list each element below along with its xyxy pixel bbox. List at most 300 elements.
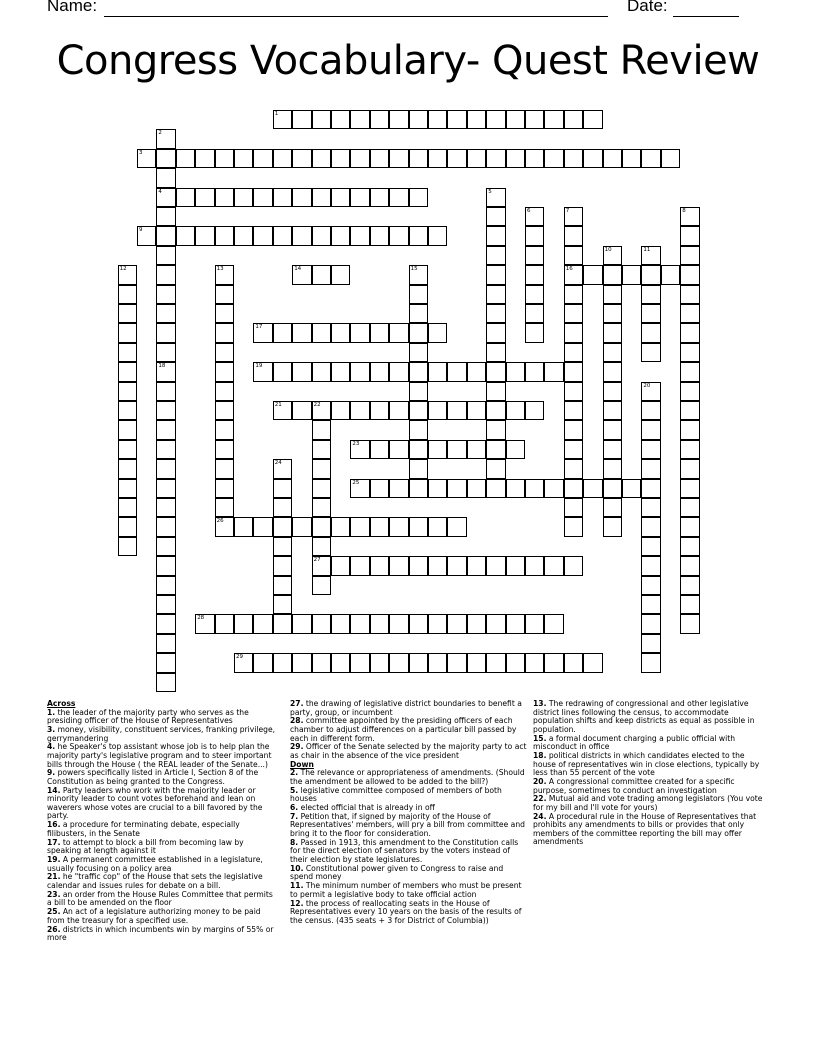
crossword-cell[interactable] xyxy=(506,149,525,168)
crossword-cell[interactable] xyxy=(312,323,331,342)
crossword-cell[interactable] xyxy=(156,614,175,633)
crossword-cell[interactable] xyxy=(215,323,234,342)
crossword-cell[interactable] xyxy=(370,440,389,459)
crossword-cell[interactable] xyxy=(447,362,466,381)
crossword-cell[interactable] xyxy=(641,420,660,439)
crossword-cell[interactable] xyxy=(389,188,408,207)
crossword-cell[interactable] xyxy=(525,556,544,575)
crossword-cell[interactable] xyxy=(641,440,660,459)
crossword-cell[interactable] xyxy=(583,149,602,168)
crossword-cell[interactable] xyxy=(312,110,331,129)
crossword-cell[interactable] xyxy=(409,362,428,381)
crossword-cell[interactable] xyxy=(564,382,583,401)
crossword-cell[interactable] xyxy=(370,362,389,381)
crossword-cell[interactable] xyxy=(195,149,214,168)
crossword-cell[interactable] xyxy=(389,556,408,575)
crossword-cell[interactable] xyxy=(680,614,699,633)
crossword-cell[interactable] xyxy=(564,459,583,478)
crossword-cell[interactable] xyxy=(312,556,331,575)
crossword-cell[interactable] xyxy=(312,401,331,420)
crossword-cell[interactable] xyxy=(118,382,137,401)
crossword-cell[interactable] xyxy=(564,226,583,245)
crossword-cell[interactable] xyxy=(603,401,622,420)
crossword-cell[interactable] xyxy=(389,517,408,536)
crossword-cell[interactable] xyxy=(506,556,525,575)
crossword-cell[interactable] xyxy=(409,285,428,304)
crossword-cell[interactable] xyxy=(312,498,331,517)
crossword-cell[interactable] xyxy=(156,343,175,362)
crossword-cell[interactable] xyxy=(331,556,350,575)
crossword-cell[interactable] xyxy=(641,498,660,517)
crossword-cell[interactable] xyxy=(583,265,602,284)
crossword-cell[interactable] xyxy=(118,401,137,420)
crossword-cell[interactable] xyxy=(641,576,660,595)
crossword-cell[interactable] xyxy=(428,517,447,536)
crossword-cell[interactable] xyxy=(641,401,660,420)
crossword-cell[interactable] xyxy=(156,226,175,245)
crossword-cell[interactable] xyxy=(350,556,369,575)
crossword-cell[interactable] xyxy=(467,479,486,498)
crossword-cell[interactable] xyxy=(215,440,234,459)
crossword-cell[interactable] xyxy=(447,149,466,168)
crossword-cell[interactable] xyxy=(680,595,699,614)
crossword-cell[interactable] xyxy=(525,246,544,265)
crossword-cell[interactable] xyxy=(156,285,175,304)
crossword-cell[interactable] xyxy=(215,614,234,633)
crossword-cell[interactable] xyxy=(564,401,583,420)
crossword-cell[interactable] xyxy=(680,362,699,381)
crossword-cell[interactable] xyxy=(215,188,234,207)
crossword-cell[interactable] xyxy=(292,188,311,207)
crossword-cell[interactable] xyxy=(564,362,583,381)
crossword-cell[interactable] xyxy=(273,110,292,129)
crossword-cell[interactable] xyxy=(680,265,699,284)
crossword-cell[interactable] xyxy=(603,265,622,284)
crossword-cell[interactable] xyxy=(331,110,350,129)
crossword-cell[interactable] xyxy=(583,110,602,129)
crossword-cell[interactable] xyxy=(525,479,544,498)
crossword-cell[interactable] xyxy=(409,382,428,401)
crossword-cell[interactable] xyxy=(253,517,272,536)
crossword-cell[interactable] xyxy=(409,614,428,633)
crossword-cell[interactable] xyxy=(389,614,408,633)
crossword-cell[interactable] xyxy=(428,110,447,129)
crossword-cell[interactable] xyxy=(447,440,466,459)
crossword-cell[interactable] xyxy=(176,188,195,207)
crossword-cell[interactable] xyxy=(486,343,505,362)
crossword-cell[interactable] xyxy=(156,168,175,187)
crossword-cell[interactable] xyxy=(370,149,389,168)
crossword-cell[interactable] xyxy=(564,440,583,459)
crossword-cell[interactable] xyxy=(409,517,428,536)
crossword-cell[interactable] xyxy=(312,459,331,478)
crossword-cell[interactable] xyxy=(486,440,505,459)
crossword-cell[interactable] xyxy=(215,149,234,168)
crossword-cell[interactable] xyxy=(622,265,641,284)
crossword-cell[interactable] xyxy=(273,362,292,381)
crossword-cell[interactable] xyxy=(253,226,272,245)
crossword-cell[interactable] xyxy=(564,246,583,265)
crossword-cell[interactable] xyxy=(292,401,311,420)
crossword-cell[interactable] xyxy=(603,246,622,265)
crossword-cell[interactable] xyxy=(312,362,331,381)
crossword-cell[interactable] xyxy=(680,401,699,420)
crossword-cell[interactable] xyxy=(467,362,486,381)
crossword-cell[interactable] xyxy=(525,207,544,226)
crossword-cell[interactable] xyxy=(370,517,389,536)
crossword-cell[interactable] xyxy=(273,614,292,633)
crossword-cell[interactable] xyxy=(409,304,428,323)
crossword-cell[interactable] xyxy=(215,498,234,517)
crossword-cell[interactable] xyxy=(525,149,544,168)
crossword-cell[interactable] xyxy=(253,149,272,168)
crossword-cell[interactable] xyxy=(603,285,622,304)
crossword-cell[interactable] xyxy=(525,362,544,381)
crossword-cell[interactable] xyxy=(486,614,505,633)
crossword-cell[interactable] xyxy=(486,382,505,401)
crossword-cell[interactable] xyxy=(156,246,175,265)
crossword-cell[interactable] xyxy=(292,614,311,633)
crossword-cell[interactable] xyxy=(641,479,660,498)
crossword-cell[interactable] xyxy=(603,479,622,498)
crossword-cell[interactable] xyxy=(409,265,428,284)
crossword-cell[interactable] xyxy=(273,556,292,575)
crossword-cell[interactable] xyxy=(118,265,137,284)
crossword-cell[interactable] xyxy=(156,634,175,653)
crossword-cell[interactable] xyxy=(156,576,175,595)
crossword-cell[interactable] xyxy=(680,498,699,517)
crossword-cell[interactable] xyxy=(641,614,660,633)
crossword-cell[interactable] xyxy=(292,362,311,381)
crossword-cell[interactable] xyxy=(486,556,505,575)
crossword-cell[interactable] xyxy=(370,653,389,672)
crossword-cell[interactable] xyxy=(273,323,292,342)
crossword-cell[interactable] xyxy=(273,498,292,517)
crossword-cell[interactable] xyxy=(661,149,680,168)
crossword-cell[interactable] xyxy=(409,149,428,168)
crossword-cell[interactable] xyxy=(680,440,699,459)
crossword-cell[interactable] xyxy=(486,362,505,381)
crossword-cell[interactable] xyxy=(564,265,583,284)
crossword-cell[interactable] xyxy=(350,653,369,672)
crossword-cell[interactable] xyxy=(273,149,292,168)
crossword-cell[interactable] xyxy=(486,304,505,323)
crossword-cell[interactable] xyxy=(486,420,505,439)
crossword-cell[interactable] xyxy=(156,479,175,498)
crossword-cell[interactable] xyxy=(312,653,331,672)
crossword-cell[interactable] xyxy=(331,517,350,536)
crossword-cell[interactable] xyxy=(641,556,660,575)
crossword-cell[interactable] xyxy=(331,653,350,672)
crossword-cell[interactable] xyxy=(215,265,234,284)
crossword-cell[interactable] xyxy=(409,401,428,420)
crossword-cell[interactable] xyxy=(447,653,466,672)
crossword-cell[interactable] xyxy=(118,343,137,362)
crossword-cell[interactable] xyxy=(156,595,175,614)
crossword-cell[interactable] xyxy=(350,226,369,245)
crossword-cell[interactable] xyxy=(583,479,602,498)
crossword-cell[interactable] xyxy=(215,362,234,381)
crossword-cell[interactable] xyxy=(156,440,175,459)
crossword-cell[interactable] xyxy=(428,362,447,381)
crossword-cell[interactable] xyxy=(118,420,137,439)
crossword-cell[interactable] xyxy=(409,188,428,207)
crossword-cell[interactable] xyxy=(350,479,369,498)
crossword-cell[interactable] xyxy=(156,382,175,401)
crossword-cell[interactable] xyxy=(253,323,272,342)
crossword-cell[interactable] xyxy=(234,226,253,245)
crossword-cell[interactable] xyxy=(525,614,544,633)
crossword-cell[interactable] xyxy=(525,653,544,672)
crossword-cell[interactable] xyxy=(564,479,583,498)
crossword-cell[interactable] xyxy=(564,304,583,323)
crossword-cell[interactable] xyxy=(273,595,292,614)
crossword-cell[interactable] xyxy=(428,226,447,245)
crossword-cell[interactable] xyxy=(156,401,175,420)
crossword-cell[interactable] xyxy=(312,265,331,284)
crossword-cell[interactable] xyxy=(641,246,660,265)
crossword-cell[interactable] xyxy=(428,653,447,672)
crossword-cell[interactable] xyxy=(544,362,563,381)
crossword-cell[interactable] xyxy=(312,517,331,536)
crossword-cell[interactable] xyxy=(409,556,428,575)
crossword-cell[interactable] xyxy=(273,537,292,556)
crossword-cell[interactable] xyxy=(428,556,447,575)
crossword-cell[interactable] xyxy=(253,362,272,381)
crossword-cell[interactable] xyxy=(544,614,563,633)
crossword-cell[interactable] xyxy=(544,653,563,672)
crossword-cell[interactable] xyxy=(215,459,234,478)
crossword-cell[interactable] xyxy=(525,226,544,245)
crossword-cell[interactable] xyxy=(506,614,525,633)
crossword-cell[interactable] xyxy=(641,323,660,342)
crossword-cell[interactable] xyxy=(467,556,486,575)
crossword-cell[interactable] xyxy=(312,149,331,168)
crossword-cell[interactable] xyxy=(506,401,525,420)
crossword-cell[interactable] xyxy=(331,401,350,420)
crossword-cell[interactable] xyxy=(661,265,680,284)
crossword-cell[interactable] xyxy=(331,323,350,342)
crossword-cell[interactable] xyxy=(389,323,408,342)
crossword-cell[interactable] xyxy=(486,285,505,304)
crossword-cell[interactable] xyxy=(370,188,389,207)
crossword-cell[interactable] xyxy=(118,304,137,323)
crossword-cell[interactable] xyxy=(486,479,505,498)
crossword-cell[interactable] xyxy=(156,207,175,226)
crossword-cell[interactable] xyxy=(156,556,175,575)
crossword-cell[interactable] xyxy=(156,420,175,439)
crossword-cell[interactable] xyxy=(156,537,175,556)
crossword-cell[interactable] xyxy=(506,440,525,459)
crossword-cell[interactable] xyxy=(292,226,311,245)
crossword-cell[interactable] xyxy=(156,517,175,536)
crossword-cell[interactable] xyxy=(428,149,447,168)
crossword-cell[interactable] xyxy=(370,226,389,245)
crossword-cell[interactable] xyxy=(564,285,583,304)
crossword-cell[interactable] xyxy=(486,188,505,207)
crossword-cell[interactable] xyxy=(680,517,699,536)
crossword-cell[interactable] xyxy=(215,517,234,536)
crossword-cell[interactable] xyxy=(195,614,214,633)
crossword-cell[interactable] xyxy=(350,323,369,342)
crossword-cell[interactable] xyxy=(525,323,544,342)
crossword-cell[interactable] xyxy=(641,517,660,536)
crossword-cell[interactable] xyxy=(234,517,253,536)
crossword-cell[interactable] xyxy=(564,110,583,129)
crossword-cell[interactable] xyxy=(564,498,583,517)
crossword-cell[interactable] xyxy=(486,653,505,672)
crossword-cell[interactable] xyxy=(370,479,389,498)
crossword-cell[interactable] xyxy=(273,576,292,595)
crossword-cell[interactable] xyxy=(195,188,214,207)
crossword-cell[interactable] xyxy=(156,129,175,148)
crossword-cell[interactable] xyxy=(680,459,699,478)
crossword-cell[interactable] xyxy=(544,556,563,575)
crossword-cell[interactable] xyxy=(273,653,292,672)
crossword-cell[interactable] xyxy=(447,556,466,575)
crossword-cell[interactable] xyxy=(641,537,660,556)
crossword-cell[interactable] xyxy=(350,401,369,420)
crossword-cell[interactable] xyxy=(215,479,234,498)
crossword-cell[interactable] xyxy=(370,556,389,575)
crossword-cell[interactable] xyxy=(680,323,699,342)
crossword-cell[interactable] xyxy=(118,517,137,536)
crossword-cell[interactable] xyxy=(234,149,253,168)
crossword-cell[interactable] xyxy=(292,110,311,129)
crossword-cell[interactable] xyxy=(350,149,369,168)
crossword-cell[interactable] xyxy=(428,323,447,342)
crossword-cell[interactable] xyxy=(118,459,137,478)
crossword-cell[interactable] xyxy=(486,226,505,245)
crossword-cell[interactable] xyxy=(447,479,466,498)
crossword-cell[interactable] xyxy=(680,285,699,304)
crossword-cell[interactable] xyxy=(641,653,660,672)
crossword-cell[interactable] xyxy=(292,653,311,672)
crossword-cell[interactable] xyxy=(253,614,272,633)
crossword-cell[interactable] xyxy=(525,304,544,323)
crossword-cell[interactable] xyxy=(389,440,408,459)
crossword-cell[interactable] xyxy=(680,576,699,595)
crossword-cell[interactable] xyxy=(680,226,699,245)
crossword-cell[interactable] xyxy=(156,498,175,517)
crossword-cell[interactable] xyxy=(564,323,583,342)
crossword-cell[interactable] xyxy=(215,285,234,304)
crossword-cell[interactable] xyxy=(641,459,660,478)
crossword-cell[interactable] xyxy=(195,226,214,245)
crossword-cell[interactable] xyxy=(215,382,234,401)
crossword-cell[interactable] xyxy=(312,576,331,595)
crossword-cell[interactable] xyxy=(680,479,699,498)
crossword-cell[interactable] xyxy=(622,479,641,498)
crossword-cell[interactable] xyxy=(370,614,389,633)
crossword-cell[interactable] xyxy=(486,110,505,129)
crossword-cell[interactable] xyxy=(215,226,234,245)
crossword-cell[interactable] xyxy=(603,149,622,168)
crossword-cell[interactable] xyxy=(292,265,311,284)
crossword-cell[interactable] xyxy=(603,304,622,323)
crossword-cell[interactable] xyxy=(389,401,408,420)
crossword-cell[interactable] xyxy=(506,110,525,129)
crossword-cell[interactable] xyxy=(331,226,350,245)
crossword-cell[interactable] xyxy=(564,149,583,168)
crossword-cell[interactable] xyxy=(603,323,622,342)
crossword-cell[interactable] xyxy=(447,614,466,633)
crossword-cell[interactable] xyxy=(583,653,602,672)
crossword-cell[interactable] xyxy=(156,362,175,381)
crossword-cell[interactable] xyxy=(409,323,428,342)
crossword-cell[interactable] xyxy=(292,323,311,342)
crossword-cell[interactable] xyxy=(486,246,505,265)
crossword-cell[interactable] xyxy=(215,304,234,323)
crossword-cell[interactable] xyxy=(389,226,408,245)
crossword-cell[interactable] xyxy=(467,149,486,168)
crossword-cell[interactable] xyxy=(544,149,563,168)
crossword-cell[interactable] xyxy=(641,304,660,323)
crossword-cell[interactable] xyxy=(428,614,447,633)
crossword-cell[interactable] xyxy=(273,517,292,536)
crossword-cell[interactable] xyxy=(486,149,505,168)
crossword-cell[interactable] xyxy=(564,343,583,362)
crossword-cell[interactable] xyxy=(409,226,428,245)
crossword-cell[interactable] xyxy=(118,323,137,342)
crossword-cell[interactable] xyxy=(253,188,272,207)
crossword-cell[interactable] xyxy=(234,653,253,672)
crossword-cell[interactable] xyxy=(603,343,622,362)
crossword-cell[interactable] xyxy=(118,440,137,459)
crossword-cell[interactable] xyxy=(506,362,525,381)
crossword-cell[interactable] xyxy=(389,362,408,381)
crossword-cell[interactable] xyxy=(156,188,175,207)
crossword-cell[interactable] xyxy=(118,285,137,304)
crossword-cell[interactable] xyxy=(156,265,175,284)
crossword-cell[interactable] xyxy=(467,653,486,672)
crossword-cell[interactable] xyxy=(603,440,622,459)
crossword-cell[interactable] xyxy=(156,323,175,342)
crossword-cell[interactable] xyxy=(331,362,350,381)
crossword-cell[interactable] xyxy=(467,440,486,459)
crossword-cell[interactable] xyxy=(118,362,137,381)
crossword-cell[interactable] xyxy=(273,188,292,207)
crossword-cell[interactable] xyxy=(603,362,622,381)
crossword-cell[interactable] xyxy=(622,149,641,168)
crossword-cell[interactable] xyxy=(273,459,292,478)
crossword-cell[interactable] xyxy=(564,653,583,672)
crossword-cell[interactable] xyxy=(176,226,195,245)
crossword-cell[interactable] xyxy=(156,149,175,168)
crossword-cell[interactable] xyxy=(350,362,369,381)
crossword-cell[interactable] xyxy=(331,265,350,284)
crossword-cell[interactable] xyxy=(603,498,622,517)
crossword-cell[interactable] xyxy=(292,149,311,168)
crossword-cell[interactable] xyxy=(428,401,447,420)
crossword-cell[interactable] xyxy=(641,149,660,168)
crossword-cell[interactable] xyxy=(447,517,466,536)
crossword-cell[interactable] xyxy=(156,653,175,672)
crossword-cell[interactable] xyxy=(467,614,486,633)
crossword-cell[interactable] xyxy=(409,653,428,672)
crossword-cell[interactable] xyxy=(312,537,331,556)
crossword-cell[interactable] xyxy=(409,420,428,439)
crossword-cell[interactable] xyxy=(428,479,447,498)
crossword-cell[interactable] xyxy=(370,323,389,342)
crossword-cell[interactable] xyxy=(564,420,583,439)
crossword-cell[interactable] xyxy=(409,479,428,498)
crossword-cell[interactable] xyxy=(506,653,525,672)
crossword-cell[interactable] xyxy=(156,459,175,478)
crossword-cell[interactable] xyxy=(680,537,699,556)
crossword-cell[interactable] xyxy=(486,207,505,226)
crossword-cell[interactable] xyxy=(273,226,292,245)
